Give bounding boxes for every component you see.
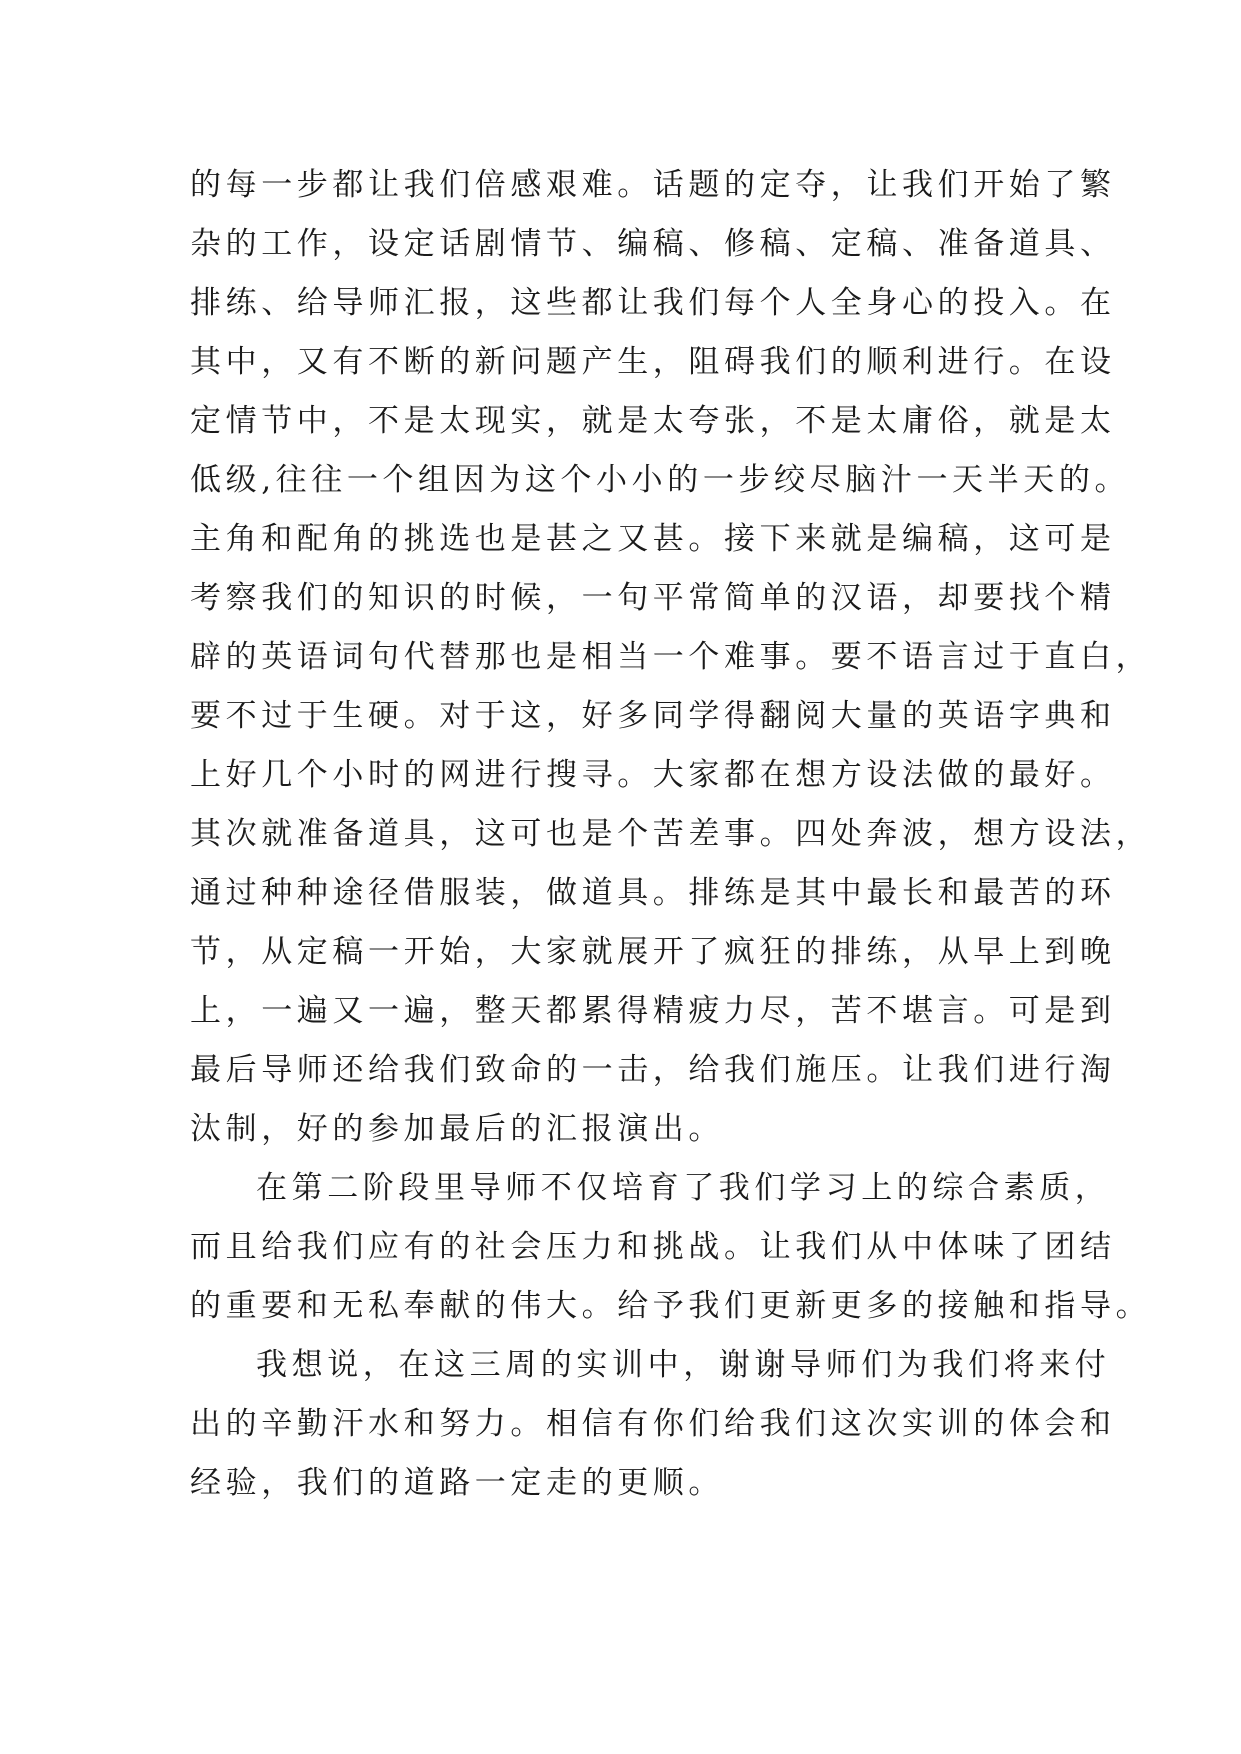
text-line: 辟的英语词句代替那也是相当一个难事。要不语言过于直白， <box>190 639 1152 675</box>
text-line: 最后导师还给我们致命的一击，给我们施压。让我们进行淘 <box>190 1052 1116 1088</box>
text-line: 经验，我们的道路一定走的更顺。 <box>190 1465 724 1501</box>
text-line: 通过种种途径借服装，做道具。排练是其中最长和最苦的环 <box>190 875 1116 911</box>
text-line: 低级,往往一个组因为这个小小的一步绞尽脑汁一天半天的。 <box>190 462 1131 498</box>
text-line: 排练、给导师汇报，这些都让我们每个人全身心的投入。在 <box>190 285 1116 321</box>
text-line: 出的辛勤汗水和努力。相信有你们给我们这次实训的体会和 <box>190 1406 1116 1442</box>
text-line: 定情节中，不是太现实，就是太夸张，不是太庸俗，就是太 <box>190 403 1116 439</box>
text-line: 其次就准备道具，这可也是个苦差事。四处奔波，想方设法， <box>190 816 1152 852</box>
text-line: 上好几个小时的网进行搜寻。大家都在想方设法做的最好。 <box>190 757 1116 793</box>
text-line: 的重要和无私奉献的伟大。给予我们更新更多的接触和指导。 <box>190 1288 1152 1324</box>
text-line: 节，从定稿一开始，大家就展开了疯狂的排练，从早上到晚 <box>190 934 1116 970</box>
text-line: 主角和配角的挑选也是甚之又甚。接下来就是编稿，这可是 <box>190 521 1116 557</box>
text-line: 的每一步都让我们倍感艰难。话题的定夺，让我们开始了繁 <box>190 167 1116 203</box>
text-line: 杂的工作，设定话剧情节、编稿、修稿、定稿、准备道具、 <box>190 226 1116 262</box>
text-line: 考察我们的知识的时候，一句平常简单的汉语，却要找个精 <box>190 580 1116 616</box>
text-line: 上，一遍又一遍，整天都累得精疲力尽，苦不堪言。可是到 <box>190 993 1116 1029</box>
body-text <box>190 156 1152 1513</box>
paragraph-start-line: 在第二阶段里导师不仅培育了我们学习上的综合素质， <box>256 1170 1111 1206</box>
text-line: 汰制，好的参加最后的汇报演出。 <box>190 1111 724 1147</box>
paragraph-start-line: 我想说，在这三周的实训中，谢谢导师们为我们将来付 <box>256 1347 1111 1383</box>
text-line: 而且给我们应有的社会压力和挑战。让我们从中体味了团结 <box>190 1229 1116 1265</box>
text-line: 其中，又有不断的新问题产生，阻碍我们的顺利进行。在设 <box>190 344 1116 380</box>
text-line: 要不过于生硬。对于这，好多同学得翻阅大量的英语字典和 <box>190 698 1116 734</box>
